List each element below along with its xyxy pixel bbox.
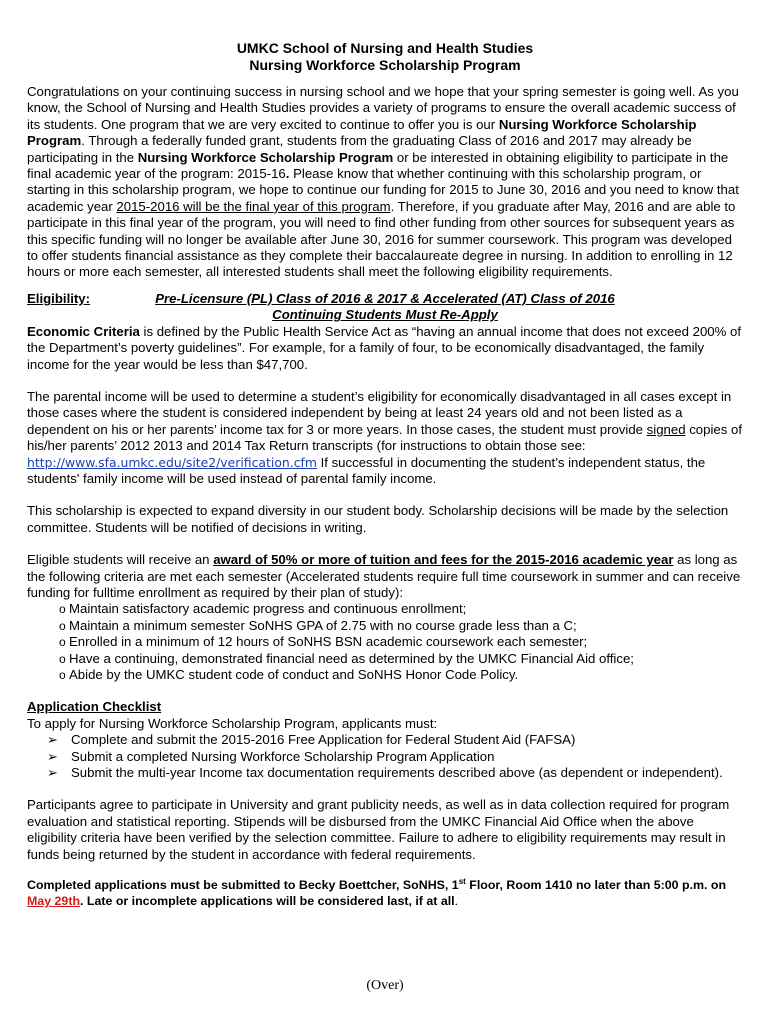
list-item: ➢ Complete and submit the 2015-2016 Free Application for Federal Student Aid (FAFSA) xyxy=(47,732,576,748)
list-item: ➢ Submit the multi-year Income tax documentation requirements described above (as dependent or independent). xyxy=(47,765,723,781)
arrow-bullet-icon: ➢ xyxy=(47,732,59,748)
document-header xyxy=(27,40,743,74)
checklist-intro: To apply for Nursing Workforce Scholarship Program, applicants must: xyxy=(27,715,438,731)
checklist-list xyxy=(27,732,743,781)
list-item: o Abide by the UMKC student code of conduct and SoNHS Honor Code Policy. xyxy=(59,667,743,683)
arrow-bullet-icon: ➢ xyxy=(47,765,59,781)
eligibility-heading xyxy=(27,291,743,324)
checklist-heading: Application Checklist xyxy=(27,699,162,715)
parental-income-paragraph: The parental income will be used to determine a student’s eligibility for economically disadvantaged in all cases except in those cases where the student is considered independent by being at least 24 years old and not been listed as a dependent on his or her parents’ income tax for 3 or more years. In those cases, the student must provide signed copies of his/her parents’ 2012 2013 and 2014 Tax Return transcripts (for instructions to obtain those see: http://www.sfa.umkc.edu/site2/verification.cfm If successful in documenting the student’s independent status, the students' family income will be used instead of parental family income. xyxy=(27,388,742,486)
header-line-2: Nursing Workforce Scholarship Program xyxy=(249,57,521,73)
list-item: o Maintain a minimum semester SoNHS GPA of 2.75 with no course grade less than a C; xyxy=(59,618,743,634)
list-item: o Have a continuing, demonstrated financial need as determined by the UMKC Financial Aid office; xyxy=(59,651,743,667)
document-page xyxy=(27,40,743,909)
award-paragraph: Eligible students will receive an award of 50% or more of tuition and fees for the 2015-2016 academic year as long as the following criteria are met each semester (Accelerated students require full time coursework in summer and can receive funding for fulltime enrollment as required by their plan of study): xyxy=(27,552,741,600)
participants-paragraph: Participants agree to participate in University and grant publicity needs, as well as in data collection required for program evaluation and statistical reporting. Stipends will be disbursed from the UMKC Financial Aid Office when the above eligibility criteria have been verified by the selection committee. Failure to adhere to eligibility requirements may result in funds being returned by the student in accordance with federal requirements. xyxy=(27,797,730,862)
list-item: o Enrolled in a minimum of 12 hours of SoNHS BSN academic coursework each semester; xyxy=(59,634,743,650)
list-item: ➢ Submit a completed Nursing Workforce Scholarship Program Application xyxy=(47,748,495,764)
economic-criteria-paragraph: Economic Criteria is defined by the Public Health Service Act as “having an annual income that does not exceed 200% of the Department’s poverty guidelines”. For example, for a family of four, to be economically disadvantaged, the family income for the year would be less than $47,700. xyxy=(27,323,742,372)
arrow-bullet-icon: ➢ xyxy=(47,748,59,764)
list-item: o Maintain satisfactory academic progress and continuous enrollment; xyxy=(59,601,743,617)
page-footer: (Over) xyxy=(366,978,404,993)
deadline-date: May 29th xyxy=(27,894,81,909)
deadline-notice: Completed applications must be submitted to Becky Boettcher, SoNHS, 1st Floor, Room 1410 no later than 5:00 p.m. on May 29th. Late or incomplete applications will be considered last, if at all. xyxy=(27,876,727,909)
header-line-1: UMKC School of Nursing and Health Studies xyxy=(236,40,534,56)
intro-paragraph: Congratulations on your continuing success in nursing school and we hope that your spring semester is going well. As you know, the School of Nursing and Health Studies provides a variety of programs to ensure the overall academic success of its students. One program that we are very excited to continue to offer you is our Nursing Workforce Scholarship Program. Through a federally funded grant, students from the graduating Class of 2016 and 2017 may already be participating in the Nursing Workforce Scholarship Program or be interested in obtaining eligibility to participate in the final academic year of the program: 2015-16. Please know that whether continuing with this scholarship program, or starting in this scholarship program, we hope to continue our funding for 2015 to June 30, 2016 and you need to know that academic year 2015-2016 will be the final year of this program. Therefore, if you graduate after May, 2016 and are able to participate in this final year of the program, you will need to find other funding from other sources for subsequent years as this specific funding will no longer be available after June 30, 2016 for summer coursework. This program was developed to offer students financial assistance as they complete their baccalaureate degree in nursing. In addition to enrolling in 12 hours or more each semester, all interested students shall meet the following eligibility requirements. xyxy=(27,84,739,280)
diversity-paragraph: This scholarship is expected to expand diversity in our student body. Scholarship decisions will be made by the selection committee. Students will be notified of decisions in writing. xyxy=(27,503,729,535)
eligibility-label: Eligibility: xyxy=(27,290,91,306)
verification-link[interactable]: http://www.sfa.umkc.edu/site2/verification.cfm xyxy=(27,454,317,470)
criteria-list xyxy=(27,601,743,683)
eligibility-cohort: Pre-Licensure (PL) Class of 2016 & 2017 & Accelerated (AT) Class of 2016 Continuing Students Must Re-Apply xyxy=(155,290,615,323)
